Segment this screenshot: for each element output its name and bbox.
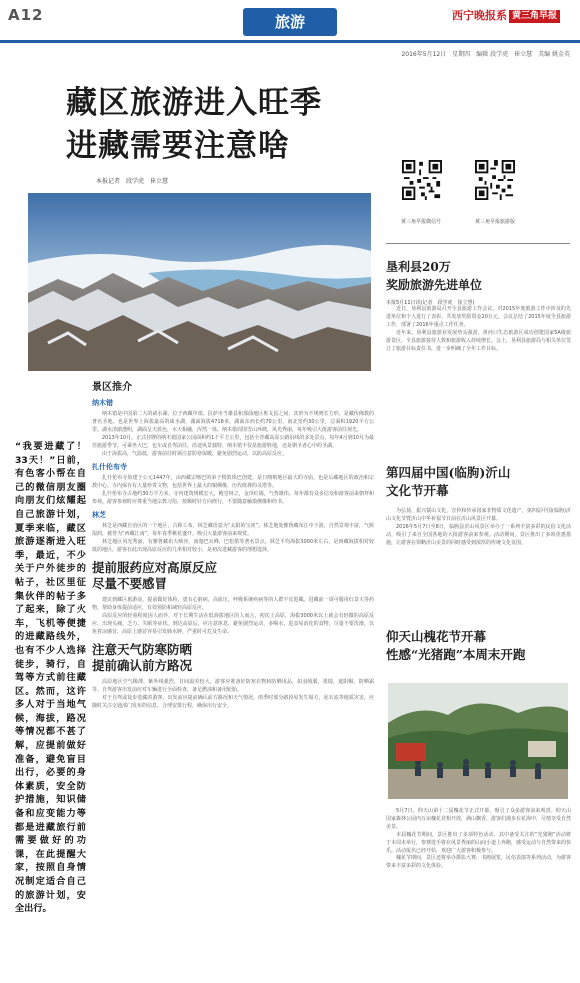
paragraph: 纳木错是中国第二大的咸水湖，位于西藏中部，拉萨市当雄县和那曲地区班戈县之间，其形为不规则长方形，是藏传佛教的著名圣地。也是世界上海拔最高的咸水湖，湖面海拔4718米，湖面东西长约70公里，南北宽约30公里，总面积1920平方公里。湖水清澈透明，湖面呈天蓝色，水天相融，浑然一体。纳木错周围雪山环绕，风光秀丽，每年吸引大批游客前往观光。 <box>92 411 374 433</box>
intro-sidebar: “我要进藏了！33天！”日前，有色客小帮在自己的微信朋友圈向朋友们炫耀起自己旅游计划，夏季来临，藏区旅游逐渐进入旺季，最近，不少关于户外徒步的帖子，社区里征集伙伴的帖子多了起来，除了火车，飞机等便捷的进藏路线外，也有不少人选择徒步，骑行，自驾等方式前往藏区。然而，这许多人对于当地气候，海拔，路况等情况都不甚了解，应提前做好准备，避免盲目出行，必要的身体素质，安全防护措施，知识储备和应变能力等都是进藏旅行前需要做好的功课，在此提醒大家，按照自身情况制定适合自己的旅游计划，安全出行。 <box>15 441 86 915</box>
subheading-namtso: 纳木错 <box>92 399 113 407</box>
paragraph: 林芝是西藏自治区的一个地区，古称工布，林芝藏语意为“太阳的宝座”。林芝地处雅鲁藏布江中下游，自然景观丰富，气候湿润，被誉为“西藏江南”，每年春季桃花盛开，吸引大量游客前来观赏。 <box>92 523 374 537</box>
paragraph: 近日，垦利县旅游局召开全县旅游工作会议，对2015年度旅游工作中涉及的先进单位和个人进行了表彰，共发放奖励资金20万元。会议总结了2015年度全县旅游工作，部署了2016年重点工作任务。 <box>386 306 571 328</box>
article-title <box>386 258 571 294</box>
locust-flower-festival-photo <box>388 683 568 799</box>
headline <box>66 82 396 168</box>
main-article <box>92 378 374 710</box>
qr-code-right <box>475 160 515 200</box>
masthead-logo <box>452 7 560 23</box>
byline: 本报记者 段学虎 崔立慧 <box>96 178 169 185</box>
dateline: 2016年5月12日 星期四 编辑 段学虎 崔立慧 美编 姚金英 <box>401 51 570 58</box>
article-yangtianshan <box>386 628 571 664</box>
paragraph: 扎什伦布寺始建于公元1447年，由西藏宗喀巴的弟子根敦珠巴创建，是日喀则地区最大的寺庙，也是后藏地区的政治和宗教中心。寺内保存有大量珍贵文物，包括世界上最大的铜佛像，历代班禅的灵塔等。 <box>92 475 374 489</box>
heading-line: 注意天气防寒防晒 <box>92 642 193 657</box>
paragraph: 2013年10月，正式挂牌的纳木错国家公园面积约1千平方公里，包括全青藏高原公路沿线的多处景点，每年4月到10月为最佳旅游季节。可乘坐大巴，包车或自驾前往，沿途风景独特，纳木错不仅是旅游胜地，还是朝圣者心中的圣湖。 <box>92 435 374 449</box>
title-line: 性感“光猪跑”本周末开跑 <box>386 647 526 662</box>
section-heading-scenic: 景区推介 <box>92 382 132 393</box>
heading-line: 尽量不要感冒 <box>92 576 168 591</box>
tibet-landscape-photo <box>28 193 371 371</box>
header-rule <box>0 40 580 43</box>
article-title <box>386 628 571 664</box>
article-yishan <box>386 464 571 548</box>
paragraph: 对于自驾或徒步进藏的游客，出发前应提前确认前方路况和天气情况。雨季时部分路段易发生塌方，泥石流等地质灾害，应随时关注交通部门发布的信息，合理安排行程，确保出行安全。 <box>92 695 374 709</box>
title-line: 第四届中国(临朐)沂山 <box>386 465 511 480</box>
title-line: 奖励旅游先进单位 <box>386 278 483 292</box>
paragraph: 槐花节期间，景区还将举办摄影大赛，书画展览，民俗表演等系列活动，为游客带来丰富多彩的文化体验。 <box>386 855 572 870</box>
paragraph: 近年来，垦利县旅游业发展势头强劲，黄河口生态旅游区成功创建国家5A级旅游景区，全县旅游接待人数和旅游收入持续增长。会上，垦利县旅游局与相关单位签订了旅游目标责任书，进一步明确了全年工作目标。 <box>386 329 572 352</box>
qr-code-left <box>402 160 442 200</box>
article-byline: 本报5月11日讯(记者 段学虎 崔立慧) <box>386 300 475 306</box>
page-header <box>0 0 580 44</box>
paragraph: 为弘扬，振兴儒山文化，宣传和传承国家非物质文化遗产，第四届中国(临朐)沂山文化节暨沂山中华祈福节日前在沂山风景区开幕。 <box>386 508 571 522</box>
subheading-nyingchi: 林芝 <box>92 511 106 519</box>
section-heading-altitude <box>92 560 374 592</box>
paragraph: 高原地区空气稀薄，紫外线强烈，日间温差较大，游客应准备好防寒衣物和防晒用品，如羽绒服，墨镜，遮阳帽，防晒霜等。自驾游客出发前应对车辆进行全面检查，备足燃油和备用轮胎。 <box>92 679 374 693</box>
paragraph: 由于海拔高，气温低，游客前往时须注意防寒保暖，避免剧烈运动，以防高原反应。 <box>102 451 288 457</box>
masthead-title: 西宁晚报系 <box>452 9 507 22</box>
heading-line: 提前服药应对高原反应 <box>92 560 218 575</box>
title-line: 垦利县20万 <box>386 260 451 274</box>
article-kenli <box>386 258 571 353</box>
paragraph: 建议到藏区旅游前，提前做好体检，患有心脏病，高血压，呼吸系统疾病等的人群不宜进藏。进藏前一周可服用红景天等药物，帮助身体提前适应，有效预防和减轻高原反应。 <box>92 597 374 611</box>
paragraph: 本届槐花节期间，景区推出了多项特色活动，其中备受关注的“光猪跑”活动将于本周末举行，参赛选手将在风景秀丽的山间小道上奔跑，感受运动与自然带来的快乐。活动报名已经开始，欢迎广大游客积极参与。 <box>386 831 572 854</box>
qr-caption-right: 黄三角早报旅游版 <box>475 219 516 225</box>
article-title <box>386 464 571 500</box>
heading-line: 提前确认前方路况 <box>92 658 193 673</box>
paragraph: 高原反应的轻重程度因人而异，对于长期生活在低海拔地区的人而言，初次上高原，海拔3000米以上就会有轻微的高原反应，出现头痛，乏力，失眠等症状。到达高原后，应注意休息，避免剧烈运动，多喝水，进食易消化的食物，尽量不要洗澡，以免着凉感冒。高原上感冒容易引发肺水肿，严重时可危及生命。 <box>92 613 374 635</box>
divider <box>386 243 570 244</box>
masthead-badge: 黄三角早报 <box>509 10 560 23</box>
paragraph: 5月7日，仰天山第十二届槐花节正式开幕，吸引了众多游客前来观赏。仰天山国家森林公园内万亩槐花竞相开放，满山飘香，游客们漫步在花海中，尽情享受自然美景。 <box>386 808 572 830</box>
qr-code-area <box>397 160 542 230</box>
title-line: 仰天山槐花节开幕 <box>386 629 487 644</box>
paragraph: 扎什伦布寺占地约30万平方米，寺内建筑规模宏大，殿堂林立，金顶红墙，气势雄伟。每年都有众多信众和游客前来朝拜和参观。游客参观时应尊重当地宗教习俗，按顺时针方向绕行，不要随意触摸佛像和经书。 <box>92 491 374 505</box>
headline-line1: 藏区旅游进入旺季 <box>66 85 322 121</box>
article-yangtianshan-body <box>386 808 571 871</box>
subheading-tashilhunpo: 扎什伦布寺 <box>92 463 127 471</box>
paragraph: 2016年5月7日至8日，临朐县沂山风景区举办了一系列丰富多彩的民俗文化活动，吸引了来自全国各地的大批游客前来参观。活动期间，景区推出了多项优惠措施，让游客在领略沂山美景的同时感受到浓厚的传统文化氛围。 <box>386 523 571 546</box>
qr-caption-left: 黄三角早报微信号 <box>401 219 442 225</box>
page-number: A12 <box>8 6 44 24</box>
headline-line2: 进藏需要注意啥 <box>66 128 290 164</box>
title-line: 文化节开幕 <box>386 483 449 498</box>
section-tab-travel: 旅游 <box>243 8 337 36</box>
paragraph: 林芝地区风光秀丽，有雅鲁藏布大峡谷，南迦巴瓦峰，巴松措等著名景点。林芝平均海拔3000米左右，是西藏海拔相对较低的地区，游客在此出现高原反应的几率相对较小，是初次进藏游客的理想选择。 <box>92 539 374 553</box>
section-heading-weather <box>92 642 374 674</box>
